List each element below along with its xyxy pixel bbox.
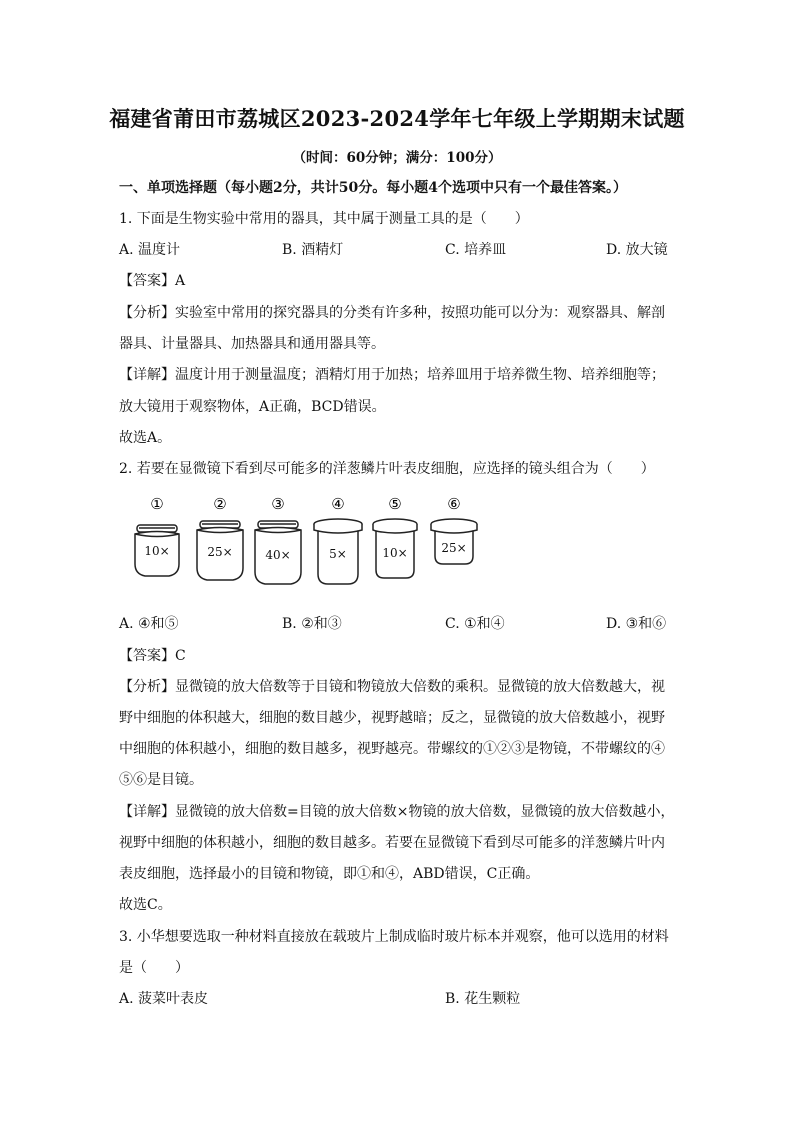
- q1-option-d: D. 放大镜: [606, 242, 668, 258]
- lens-number: ①: [150, 495, 164, 513]
- q2-answer: 【答案】C: [119, 648, 186, 664]
- lens-magnification: 10×: [382, 546, 408, 560]
- q2-analysis-line: ⑤⑥是目镜。: [119, 772, 203, 788]
- q2-conclusion: 故选C。: [119, 897, 172, 913]
- q1-analysis-line: 【分析】实验室中常用的探究器具的分类有许多种，按照功能可以分为：观察器具、解剖: [119, 305, 665, 321]
- question-3-stem: 3. 小华想要选取一种材料直接放在载玻片上制成临时玻片标本并观察，他可以选用的材料: [119, 929, 669, 945]
- microscope-lens-figure: [126, 494, 496, 586]
- q3-option-b: B. 花生颗粒: [445, 991, 521, 1007]
- lens-magnification: 10×: [144, 544, 170, 558]
- question-3-stem: 是（ ）: [119, 960, 189, 976]
- q2-analysis-line: 【分析】显微镜的放大倍数等于目镜和物镜放大倍数的乘积。显微镜的放大倍数越大，视: [119, 679, 665, 695]
- q1-option-a: A. 温度计: [119, 242, 181, 258]
- lens-number: ③: [271, 495, 285, 513]
- q2-option-d: D. ③和⑥: [606, 616, 667, 632]
- lens-magnification: 5×: [329, 547, 347, 561]
- page-title: 福建省莆田市荔城区2023-2024学年七年级上学期期末试题: [109, 106, 685, 131]
- lens-number: ④: [331, 495, 345, 513]
- q1-option-b: B. 酒精灯: [282, 242, 344, 258]
- section-heading: 一、单项选择题（每小题2分，共计50分。每小题4个选项中只有一个最佳答案。）: [119, 180, 627, 196]
- q2-option-b: B. ②和③: [282, 616, 342, 632]
- q2-analysis-line: 中细胞的体积越小，细胞的数目越多，视野越亮。带螺纹的①②③是物镜，不带螺纹的④: [119, 741, 665, 757]
- question-2-stem: 2. 若要在显微镜下看到尽可能多的洋葱鳞片叶表皮细胞，应选择的镜头组合为（ ）: [119, 461, 655, 477]
- q2-option-a: A. ④和⑤: [119, 616, 179, 632]
- lens-magnification: 25×: [207, 545, 233, 559]
- q1-analysis-line: 器具、计量器具、加热器具和通用器具等。: [119, 336, 385, 352]
- lens-number: ⑥: [447, 495, 461, 513]
- q1-answer: 【答案】A: [119, 273, 186, 289]
- q2-detail-line: 视野中细胞的体积越小，细胞的数目越多。若要在显微镜下看到尽可能多的洋葱鳞片叶内: [119, 835, 665, 851]
- exam-time-score: （时间：60分钟；满分：100分）: [292, 150, 502, 166]
- lens-magnification: 25×: [441, 541, 467, 555]
- question-1-stem: 1. 下面是生物实验中常用的器具，其中属于测量工具的是（ ）: [119, 211, 529, 227]
- q2-analysis-line: 野中细胞的体积越大，细胞的数目越少，视野越暗；反之，显微镜的放大倍数越小，视野: [119, 710, 665, 726]
- lens-number: ⑤: [388, 495, 402, 513]
- q1-option-c: C. 培养皿: [445, 242, 507, 258]
- q2-option-c: C. ①和④: [445, 616, 505, 632]
- q1-detail-line: 放大镜用于观察物体，A正确，BCD错误。: [119, 399, 386, 415]
- lens-magnification: 40×: [265, 548, 291, 562]
- q2-detail-line: 表皮细胞，选择最小的目镜和物镜，即①和④，ABD错误，C正确。: [119, 866, 540, 882]
- lens-number: ②: [213, 495, 227, 513]
- q1-detail-line: 【详解】温度计用于测量温度；酒精灯用于加热；培养皿用于培养微生物、培养细胞等；: [119, 367, 665, 383]
- q2-detail-line: 【详解】显微镜的放大倍数=目镜的放大倍数×物镜的放大倍数，显微镜的放大倍数越小，: [119, 804, 675, 820]
- q3-option-a: A. 菠菜叶表皮: [119, 991, 209, 1007]
- q1-conclusion: 故选A。: [119, 430, 172, 446]
